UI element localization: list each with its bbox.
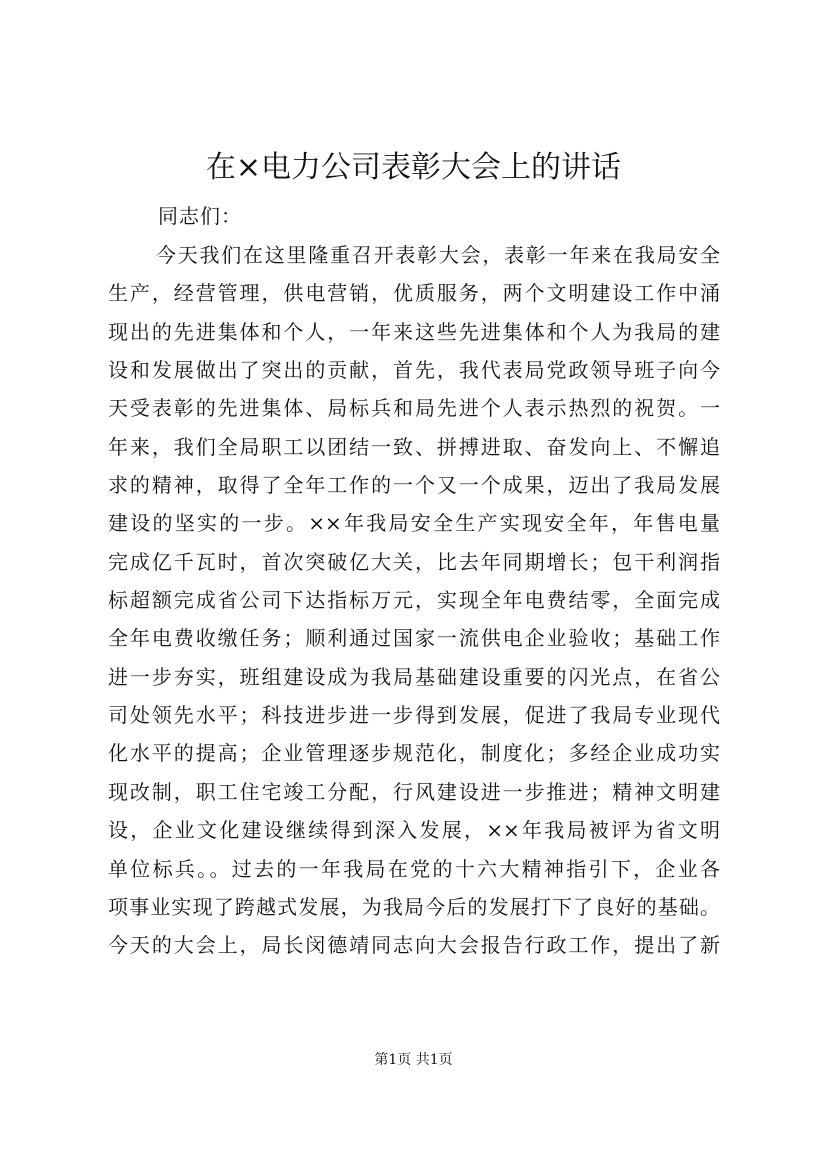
text-line: 化水平的提高；企业管理逐步规范化，制度化；多经企业成功实 [108, 741, 720, 766]
text-line: 设，企业文化建设继续得到深入发展，××年我局被评为省文明 [108, 818, 720, 843]
text-line: 生产，经营管理，供电营销，优质服务，两个文明建设工作中涌 [108, 281, 720, 306]
text-line: 单位标兵。。过去的一年我局在党的十六大精神指引下，企业各 [108, 856, 720, 881]
text-line: 完成亿千瓦时，首次突破亿大关，比去年同期增长；包干利润指 [108, 549, 720, 574]
text-line: 全年电费收缴任务；顺利通过国家一流供电企业验收；基础工作 [108, 626, 720, 651]
page-number-footer: 第1页 共1页 [374, 1052, 453, 1068]
text-line: 进一步夯实，班组建设成为我局基础建设重要的闪光点，在省公 [108, 664, 720, 689]
text-line: 求的精神，取得了全年工作的一个又一个成果，迈出了我局发展 [108, 473, 720, 498]
text-line: 标超额完成省公司下达指标万元，实现全年电费结零，全面完成 [108, 588, 720, 613]
text-line: 现出的先进集体和个人，一年来这些先进集体和个人为我局的建 [108, 319, 720, 344]
text-line: 今天的大会上，局长闵德靖同志向大会报告行政工作，提出了新 [108, 933, 720, 958]
text-line: 司处领先水平；科技进步进一步得到发展，促进了我局专业现代 [108, 703, 720, 728]
text-line: 建设的坚实的一步。××年我局安全生产实现安全年，年售电量 [108, 511, 720, 536]
document-title: 在×电力公司表彰大会上的讲话 [205, 150, 622, 185]
body-paragraph [108, 236, 720, 965]
text-line: 现改制，职工住宅竣工分配，行风建设进一步推进；精神文明建 [108, 779, 720, 804]
text-line: 今天我们在这里隆重召开表彰大会，表彰一年来在我局安全 [156, 243, 720, 267]
text-line: 设和发展做出了突出的贡献，首先，我代表局党政领导班子向今 [108, 358, 720, 383]
text-line: 年来，我们全局职工以团结一致、拼搏进取、奋发向上、不懈追 [108, 434, 720, 459]
text-line: 项事业实现了跨越式发展，为我局今后的发展打下了良好的基础。 [108, 894, 720, 919]
salutation: 同志们： [158, 204, 242, 228]
text-line: 天受表彰的先进集体、局标兵和局先进个人表示热烈的祝贺。一 [108, 396, 720, 421]
